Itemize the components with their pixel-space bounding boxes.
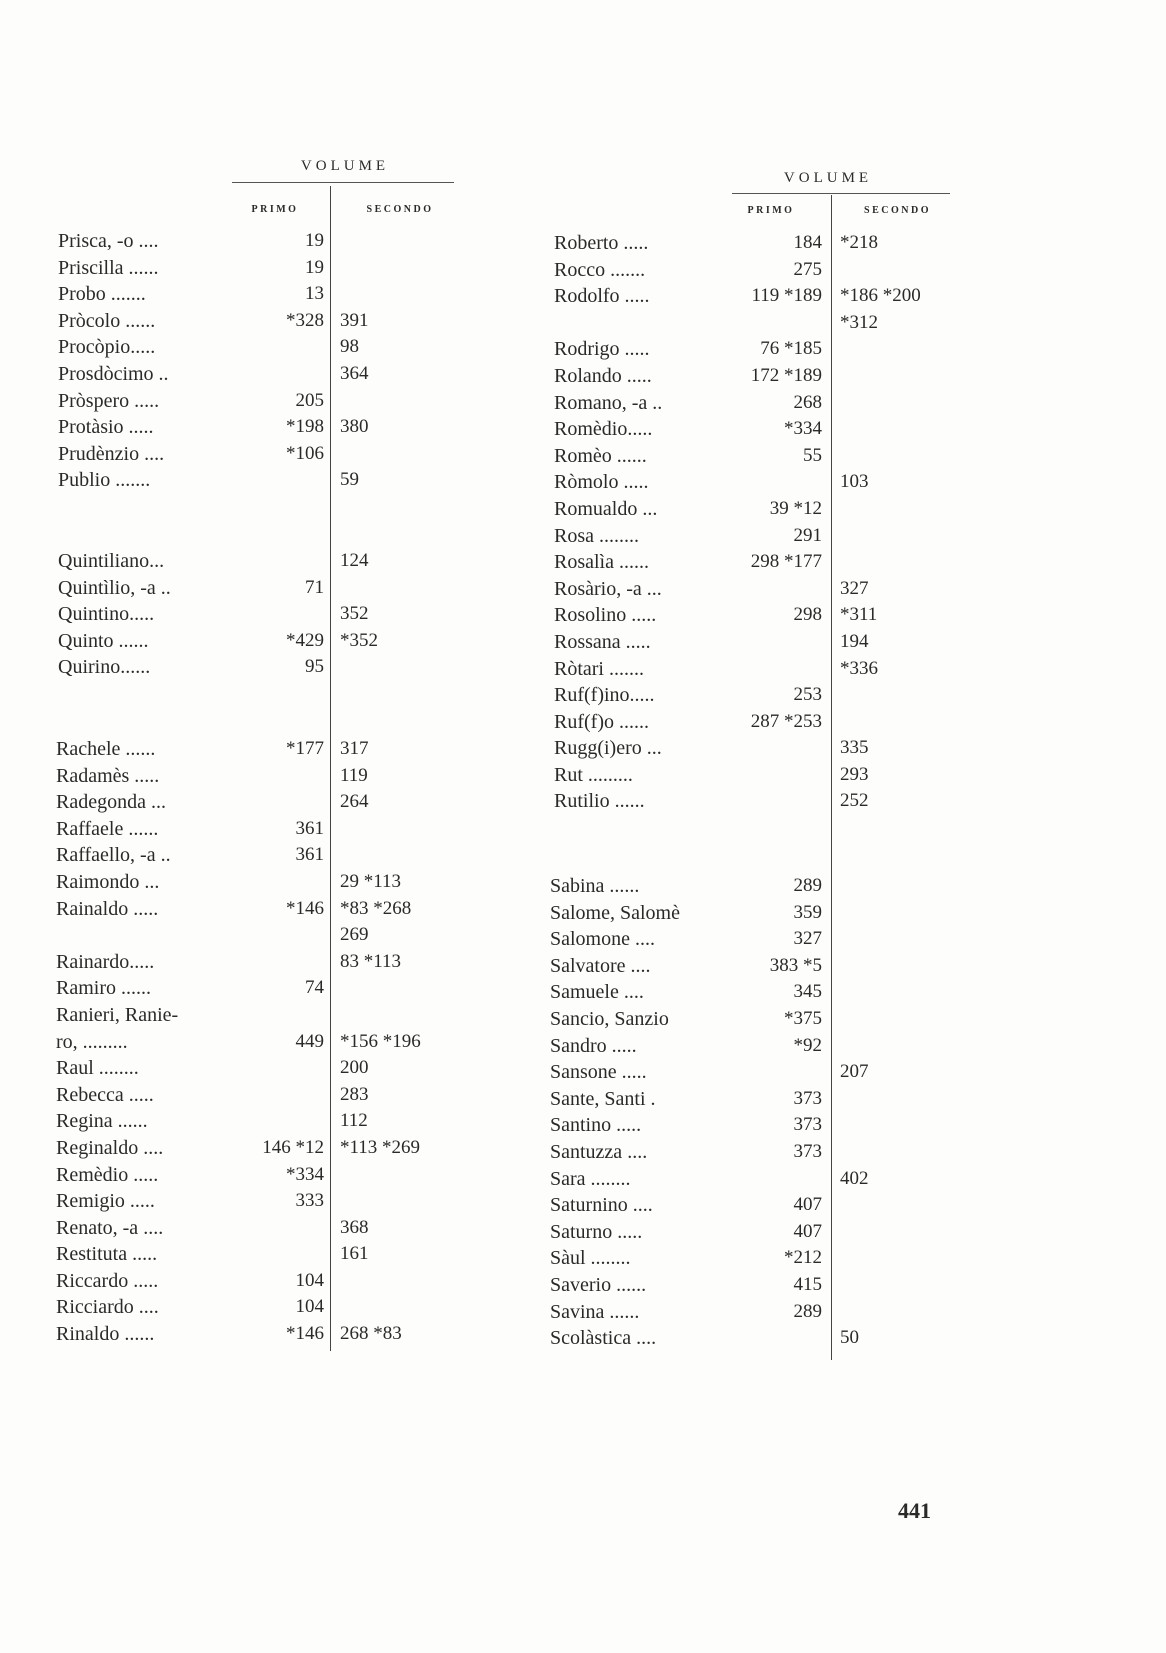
entry-primo-ref: 333 [295, 1190, 324, 1212]
entry-name: Roberto ..... [554, 232, 649, 254]
entry-primo-ref: 74 [305, 977, 324, 999]
entry-secondo-ref: 200 [340, 1057, 369, 1079]
entry-name: Rosolino ..... [554, 604, 657, 627]
entry-secondo-ref: 119 [340, 764, 368, 786]
entry-name: Quintiliano... [58, 550, 165, 572]
entry-primo-ref: *429 [286, 629, 324, 651]
entry-name: Riccardo ..... [56, 1269, 159, 1292]
entry-primo-ref: *146 [286, 1323, 324, 1345]
entry-name: Pròcolo ...... [58, 309, 156, 332]
entry-name: Rutilio ...... [554, 790, 645, 813]
entry-secondo-ref: *352 [340, 629, 378, 651]
page-number: 441 [898, 1498, 931, 1523]
entry-secondo-ref: 59 [340, 469, 359, 491]
entry-name: Publio ....... [58, 469, 151, 492]
left-secondo-heading: SECONDO [366, 204, 434, 215]
entry-name: Rossana ..... [554, 630, 651, 653]
left-primo-heading: PRIMO [251, 204, 299, 215]
entry-secondo-ref: 207 [840, 1061, 869, 1083]
left-column-divider [330, 186, 331, 1351]
entry-primo-ref: 172 *189 [750, 364, 822, 386]
entry-name: Rocco ....... [554, 258, 646, 281]
entry-primo-ref: 327 [793, 928, 822, 950]
entry-name: Probo ....... [58, 283, 146, 306]
entry-name: Romualdo ... [554, 497, 658, 520]
entry-secondo-ref: *186 *200 [840, 285, 921, 307]
entry-name: Prosdòcimo .. [58, 362, 169, 385]
entry-name: Romèdio..... [554, 418, 653, 441]
entry-name: Sansone ..... [550, 1061, 647, 1084]
entry-primo-ref: *212 [784, 1247, 822, 1269]
entry-name: Rinaldo ...... [56, 1323, 155, 1346]
right-volume-rule [732, 193, 950, 194]
entry-secondo-ref: 98 [340, 336, 359, 358]
entry-primo-ref: 119 *189 [751, 285, 822, 307]
entry-secondo-ref: 268 *83 [340, 1323, 402, 1345]
entry-secondo-ref: 368 [340, 1216, 369, 1238]
entry-primo-ref: 449 [295, 1030, 324, 1052]
entry-name: Radegonda ... [56, 791, 166, 814]
entry-name: Prisca, -o .... [58, 230, 159, 252]
entry-secondo-ref: 29 *113 [340, 870, 402, 892]
entry-primo-ref: 104 [295, 1296, 324, 1318]
entry-secondo-ref: 391 [340, 309, 369, 331]
entry-name: Quirino...... [58, 656, 151, 679]
entry-secondo-ref: *218 [840, 232, 878, 253]
entry-primo-ref: *106 [286, 442, 324, 464]
entry-name: Regina ...... [56, 1110, 148, 1133]
entry-primo-ref: 373 [793, 1140, 822, 1162]
entry-primo-ref: 253 [793, 684, 822, 706]
entry-secondo-ref: *312 [840, 311, 878, 333]
entry-name: Ruf(f)ino..... [554, 684, 655, 707]
entry-name: Reginaldo .... [56, 1136, 164, 1159]
entry-primo-ref: 407 [793, 1194, 822, 1216]
entry-name: Rainaldo ..... [56, 897, 159, 920]
entry-name: Sante, Santi . [550, 1087, 656, 1110]
entry-name: Sara ........ [550, 1167, 631, 1190]
entry-secondo-ref: 293 [840, 763, 869, 785]
entry-secondo-ref: *113 *269 [340, 1136, 421, 1158]
entry-primo-ref: 146 *12 [262, 1136, 324, 1158]
entry-primo-ref: 359 [793, 901, 822, 923]
entry-name: Raffaele ...... [56, 817, 159, 840]
entry-name: Restituta ..... [56, 1243, 158, 1266]
entry-primo-ref: *146 [286, 897, 324, 919]
entry-primo-ref: 291 [793, 524, 822, 546]
entry-name: Raffaello, -a .. [56, 844, 171, 867]
entry-secondo-ref: 50 [840, 1327, 859, 1349]
left-volume-rule [232, 182, 454, 183]
entry-name: Rosalìa ...... [554, 551, 649, 574]
entry-primo-ref: 55 [803, 444, 822, 466]
entry-name: Quinto ...... [58, 629, 149, 652]
entry-primo-ref: 298 [793, 604, 822, 626]
entry-secondo-ref: 402 [840, 1167, 869, 1189]
entry-secondo-ref: 317 [340, 738, 369, 759]
entry-name: Rugg(i)ero ... [554, 737, 662, 760]
entry-secondo-ref: 124 [340, 550, 369, 571]
entry-secondo-ref: 380 [340, 416, 369, 438]
entry-primo-ref: 275 [793, 258, 822, 280]
entry-secondo-ref: 335 [840, 737, 869, 759]
entry-primo-ref: 289 [793, 1300, 822, 1322]
entry-name: Protàsio ..... [58, 416, 154, 439]
entry-name: Rolando ..... [554, 364, 652, 387]
entry-primo-ref: 19 [305, 256, 324, 278]
entry-primo-ref: 95 [305, 656, 324, 678]
entry-name: Ròmolo ..... [554, 471, 649, 494]
entry-primo-ref: 373 [793, 1114, 822, 1136]
entry-name: Remigio ..... [56, 1190, 155, 1213]
entry-name: Raul ........ [56, 1057, 139, 1080]
entry-primo-ref: *334 [784, 418, 822, 440]
entry-secondo-ref: 269 [340, 924, 369, 946]
entry-secondo-ref: *336 [840, 657, 878, 679]
entry-primo-ref: 345 [793, 981, 822, 1003]
entry-name: Quintino..... [58, 603, 155, 626]
entry-name: Santino ..... [550, 1114, 642, 1137]
entry-name: Rachele ...... [56, 738, 156, 760]
entry-name: Rebecca ..... [56, 1083, 154, 1106]
entry-name: Raimondo ... [56, 870, 160, 893]
entry-secondo-ref: 283 [340, 1083, 369, 1105]
entry-primo-ref: 361 [295, 817, 324, 839]
entry-name: Rodolfo ..... [554, 285, 650, 308]
entry-name: Sàul ........ [550, 1247, 631, 1270]
entry-name: Scolàstica .... [550, 1327, 657, 1350]
entry-primo-ref: 104 [295, 1269, 324, 1291]
entry-secondo-ref: 264 [340, 791, 369, 813]
entry-name: Rut ......... [554, 763, 633, 786]
entry-name: Pròspero ..... [58, 389, 160, 412]
entry-secondo-ref: 103 [840, 471, 869, 493]
entry-primo-ref: *198 [286, 416, 324, 438]
entry-secondo-ref: *311 [840, 604, 878, 626]
entry-name: Saturnino .... [550, 1194, 653, 1217]
entry-primo-ref: 298 *177 [750, 551, 822, 573]
left-volume-heading: VOLUME [300, 158, 390, 174]
entry-primo-ref: 205 [295, 389, 324, 411]
entry-primo-ref: *177 [286, 738, 324, 759]
entry-name: Romano, -a .. [554, 391, 663, 414]
entry-primo-ref: *328 [286, 309, 324, 331]
entry-primo-ref: 19 [305, 230, 324, 251]
right-volume-heading: VOLUME [783, 170, 873, 186]
entry-primo-ref: 71 [305, 576, 324, 598]
entry-secondo-ref: 352 [340, 603, 369, 625]
entry-name: Quintìlio, -a .. [58, 576, 171, 599]
entry-primo-ref: 76 *185 [760, 338, 822, 360]
entry-name: Rainardo..... [56, 950, 155, 973]
entry-name: Renato, -a .... [56, 1216, 164, 1239]
entry-name: Salomone .... [550, 928, 655, 951]
entry-secondo-ref: *156 *196 [340, 1030, 421, 1052]
entry-primo-ref: 415 [793, 1273, 822, 1295]
entry-primo-ref: 13 [305, 283, 324, 305]
right-column-divider [831, 195, 832, 1360]
entry-name: Romèo ...... [554, 444, 647, 467]
entry-name: Santuzza .... [550, 1140, 648, 1163]
entry-name: Sandro ..... [550, 1034, 637, 1057]
entry-name: ro, ......... [56, 1030, 128, 1053]
entry-secondo-ref: 83 *113 [340, 950, 402, 972]
entry-name: Ramiro ...... [56, 977, 151, 1000]
entry-name: Rosàrio, -a ... [554, 577, 662, 600]
entry-secondo-ref: 327 [840, 577, 869, 599]
entry-primo-ref: 361 [295, 844, 324, 866]
entry-name: Ranieri, Ranie- [56, 1003, 179, 1026]
entry-name: Savina ...... [550, 1300, 640, 1323]
entry-name: Ruf(f)o ...... [554, 710, 649, 733]
entry-secondo-ref: 161 [340, 1243, 369, 1265]
entry-primo-ref: *334 [286, 1163, 324, 1185]
entry-name: Samuele .... [550, 981, 644, 1004]
entry-name: Procòpio..... [58, 336, 156, 359]
entry-name: Remèdio ..... [56, 1163, 159, 1186]
entry-primo-ref: 407 [793, 1220, 822, 1242]
entry-primo-ref: *375 [784, 1007, 822, 1029]
entry-name: Sancio, Sanzio [550, 1007, 669, 1030]
entry-name: Rodrigo ..... [554, 338, 650, 361]
entry-secondo-ref: 194 [840, 630, 869, 652]
entry-secondo-ref: *83 *268 [340, 897, 412, 919]
entry-name: Saturno ..... [550, 1220, 643, 1243]
entry-primo-ref: 373 [793, 1087, 822, 1109]
entry-name: Prudènzio .... [58, 442, 165, 465]
entry-primo-ref: 184 [793, 232, 822, 253]
right-primo-heading: PRIMO [747, 205, 795, 216]
entry-primo-ref: 289 [793, 875, 822, 896]
entry-name: Salvatore .... [550, 954, 651, 977]
entry-name: Radamès ..... [56, 764, 160, 787]
entry-name: Salome, Salomè [550, 901, 680, 924]
entry-name: Ricciardo .... [56, 1296, 159, 1319]
entry-name: Priscilla ...... [58, 256, 159, 279]
entry-primo-ref: 287 *253 [750, 710, 822, 732]
entry-secondo-ref: 364 [340, 362, 369, 384]
entry-secondo-ref: 252 [840, 790, 869, 812]
entry-name: Saverio ...... [550, 1273, 647, 1296]
entry-secondo-ref: 112 [340, 1110, 368, 1132]
entry-name: Rosa ........ [554, 524, 639, 547]
entry-name: Sabina ...... [550, 875, 640, 897]
entry-name: Ròtari ....... [554, 657, 644, 680]
entry-primo-ref: 39 *12 [769, 497, 822, 519]
right-secondo-heading: SECONDO [864, 205, 931, 216]
entry-primo-ref: 383 *5 [769, 954, 822, 976]
entry-primo-ref: 268 [793, 391, 822, 413]
entry-primo-ref: *92 [793, 1034, 822, 1056]
